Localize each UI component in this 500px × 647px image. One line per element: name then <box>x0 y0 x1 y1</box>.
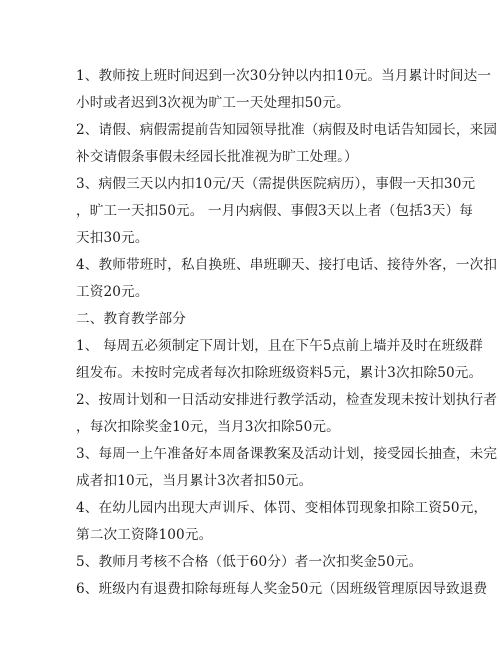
text-line: 组发布。未按时完成者每次扣除班级资料5元，累计3次扣除50元。 <box>76 365 483 381</box>
section-heading: 二、教育教学部分 <box>76 311 186 327</box>
text-line: 3、每周一上午准备好本周备课教案及活动计划，接受园长抽查，未完 <box>76 446 498 462</box>
text-line: 1、 每周五必须制定下周计划，且在下午5点前上墙并及时在班级群 <box>76 338 483 354</box>
text-line: 4、在幼儿园内出现大声训斥、体罚、变相体罚现象扣除工资50元， <box>76 500 488 516</box>
text-line: 6、班级内有退费扣除每班每人奖金50元（因班级管理原因导致退费 <box>76 581 488 597</box>
text-line: 工资20元。 <box>76 284 149 300</box>
text-line: 小时或者迟到3次视为旷工一天处理扣50元。 <box>76 95 350 111</box>
text-line: 1、教师按上班时间迟到一次30分钟以内扣10元。当月累计时间达一 <box>76 68 492 84</box>
text-line: 4、教师带班时，私自换班、串班聊天、接打电话、接待外客，一次扣 <box>76 257 498 273</box>
text-line: 2、按周计划和一日活动安排进行教学活动，检查发现未按计划执行者 <box>76 392 498 408</box>
text-line: 3、病假三天以内扣10元/天（需提供医院病历），事假一天扣30元 <box>76 176 476 192</box>
text-line: 天扣30元。 <box>76 230 149 246</box>
text-line: 第二次工资降100元。 <box>76 527 213 543</box>
text-line: ，旷工一天扣50元。 一月内病假、事假3天以上者（包括3天）每 <box>76 203 474 219</box>
text-line: 补交请假条事假未经园长批准视为旷工处理。） <box>76 149 358 165</box>
text-line: 2、请假、病假需提前告知园领导批准（病假及时电话告知园长，来园 <box>76 122 498 138</box>
text-line: ，每次扣除奖金10元，当月3次扣除50元。 <box>76 419 340 435</box>
text-line: 5、教师月考核不合格（低于60分）者一次扣奖金50元。 <box>76 554 423 570</box>
text-line: 成者扣10元，当月累计3次者扣50元。 <box>76 473 313 489</box>
